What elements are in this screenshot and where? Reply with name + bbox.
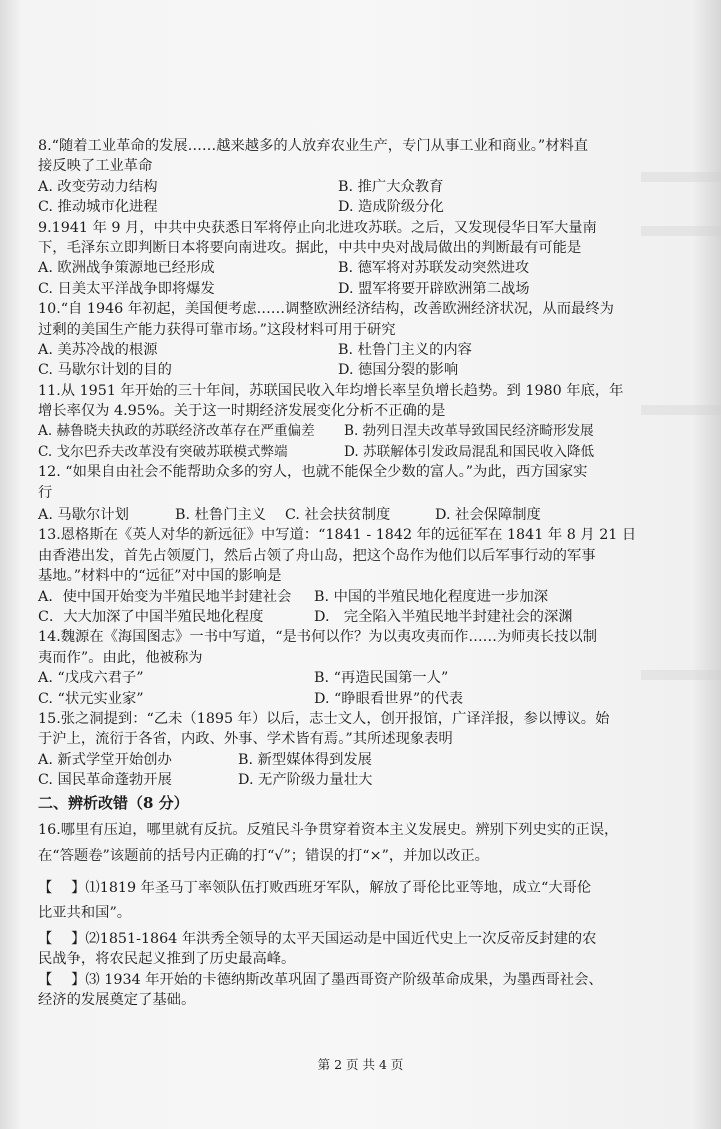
question-stem: 夷而作”。由此，他被称为 [38,649,203,666]
question-stem: 16.哪里有压迫，哪里就有反抗。反殖民斗争贯穿着资本主义发展史。辨别下列史实的正误， [38,821,619,838]
judgment-text: 【 】⑶ 1934 年开始的卡德纳斯改革巩固了墨西哥资产阶级革命成果，为墨西哥社会、 [38,971,603,988]
question-15 [38,709,702,791]
option-c: C. 国民革命蓬勃开展 [38,772,172,789]
option-a: A．使中国开始变为半殖民地半封建社会 [38,588,292,605]
option-b: B. 杜鲁门主义的内容 [338,341,472,358]
option-a: A. 新式学堂开始创办 [38,751,172,768]
page-number: 第 2 页 共 4 页 [317,1057,404,1072]
option-c: C. 日美太平洋战争即将爆发 [38,280,215,297]
option-c: C. 戈尔巴乔夫改革没有突破苏联模式弊端 [38,443,288,460]
option-d: D. “睁眼看世界”的代表 [314,690,464,707]
option-d: D. 社会保障制度 [435,507,541,524]
option-b: B. 中国的半殖民地化程度进一步加深 [314,588,549,605]
question-11 [38,381,702,463]
option-a: A. 欧洲战争策源地已经形成 [38,260,215,277]
option-c: C．大大加深了中国半殖民地化程度 [38,608,264,625]
question-14 [38,627,702,709]
judgment-text: 民战争，将农民起义推到了历史最高峰。 [38,951,296,968]
option-d: D. 苏联解体引发政局混乱和国民收入降低 [344,443,595,460]
question-16 [38,814,702,1011]
section-heading: 二、辨析改错（8 分） [38,793,189,812]
question-8 [38,136,702,218]
option-a: A. 马歇尔计划 [38,507,129,524]
option-c: C. 马歇尔计划的目的 [38,362,172,379]
question-stem: 增长率仅为 4.95%。关于这一时期经济发展变化分析不正确的是 [38,403,446,420]
option-b: B. 勃列日涅夫改革导致国民经济畸形发展 [344,423,594,440]
judgment-item-1 [38,878,702,923]
question-stem: 行 [38,484,53,501]
option-d: D. 完全陷入半殖民地半封建社会的深渊 [314,608,573,625]
judgment-text: 【 】⑴1819 年圣马丁率领队伍打败西班牙军队，解放了哥伦比亚等地，成立“大哥伦 [38,880,592,897]
option-d: D. 德国分裂的影响 [338,362,459,379]
question-stem: 过剩的美国生产能力获得可靠市场。”这段材料可用于研究 [38,321,396,338]
option-d: D. 无产阶级力量壮大 [238,772,373,789]
judgment-text: 经济的发展奠定了基础。 [38,992,196,1009]
question-stem: 下，毛泽东立即判断日本将要向南进攻。据此，中共中央对战局做出的判断最有可能是 [38,239,582,256]
judgment-text: 【 】⑵1851-1864 年洪秀全领导的太平天国运动是中国近代史上一次反帝反封建的农 [38,931,597,948]
option-d: D. 盟军将要开辟欧洲第二战场 [338,280,530,297]
option-a: A. “戊戌六君子” [38,670,144,687]
question-stem: 15.张之洞提到：“乙未（1895 年）以后，志士文人，创开报馆，广译洋报，参以博议。始 [38,710,610,727]
option-a: A. 改变劳动力结构 [38,178,158,195]
judgment-item-3 [38,970,702,1011]
question-stem: 8.“随着工业革命的发展……越来越多的人放弃农业生产，专门从事工业和商业。”材料直 [38,138,589,154]
question-stem: 10.“自 1946 年初起，美国便考虑……调整欧洲经济结构，改善欧洲经济状况，从而最终为 [38,301,614,318]
question-stem: 由香港出发，首先占领厦门，然后占领了舟山岛，把这个岛作为他们以后军事行动的军事 [38,547,596,564]
option-c: C. 推动城市化进程 [38,199,158,216]
question-stem: 于沪上，流衍于各省，内政、外事、学术皆有焉。”其所述现象表明 [38,731,453,748]
question-stem: 11.从 1951 年开始的三十年间，苏联国民收入年均增长率呈负增长趋势。到 1980 年底，年 [38,382,624,399]
question-stem: 9.1941 年 9 月，中共中央获悉日军将停止向北进攻苏联。之后，又发现侵华日军大量南 [38,219,597,236]
question-stem: 接反映了工业革命 [38,158,153,175]
question-stem: 14.魏源在《海国图志》一书中写道，“是书何以作？为以夷攻夷而作……为师夷长技以制 [38,629,598,646]
question-stem: 12. “如果自由社会不能帮助众多的穷人，也就不能保全少数的富人。”为此，西方国家实 [38,464,588,481]
question-12 [38,462,702,525]
question-stem: 13.恩格斯在《英人对华的新远征》中写道：“1841 - 1842 年的远征军在 1841 年 8 月 21 日 [38,527,637,544]
question-stem: 基地。”材料中的“远征”对中国的影响是 [38,568,282,585]
exam-content [38,136,702,1011]
option-c: C. “状元实业家” [38,690,144,707]
option-c: C. 社会扶贫制度 [285,507,391,524]
question-9 [38,218,702,300]
question-13 [38,525,702,627]
question-stem: 在“答题卷”该题前的括号内正确的打“√”；错误的打“×”，并加以改正。 [38,847,489,864]
option-b: B. 新型媒体得到发展 [238,751,372,768]
judgment-text: 比亚共和国”。 [38,904,132,921]
option-a: A. 美苏冷战的根源 [38,341,158,358]
option-b: B. “再造民国第一人” [314,670,449,687]
option-b: B. 德军将对苏联发动突然进攻 [338,260,530,277]
option-a: A. 赫鲁晓夫执政的苏联经济改革存在严重偏差 [38,423,315,440]
judgment-item-2 [38,929,702,970]
question-10 [38,299,702,381]
option-b: B. 推广大众教育 [338,178,444,195]
option-d: D. 造成阶级分化 [338,199,444,216]
option-b: B. 杜鲁门主义 [175,507,267,524]
